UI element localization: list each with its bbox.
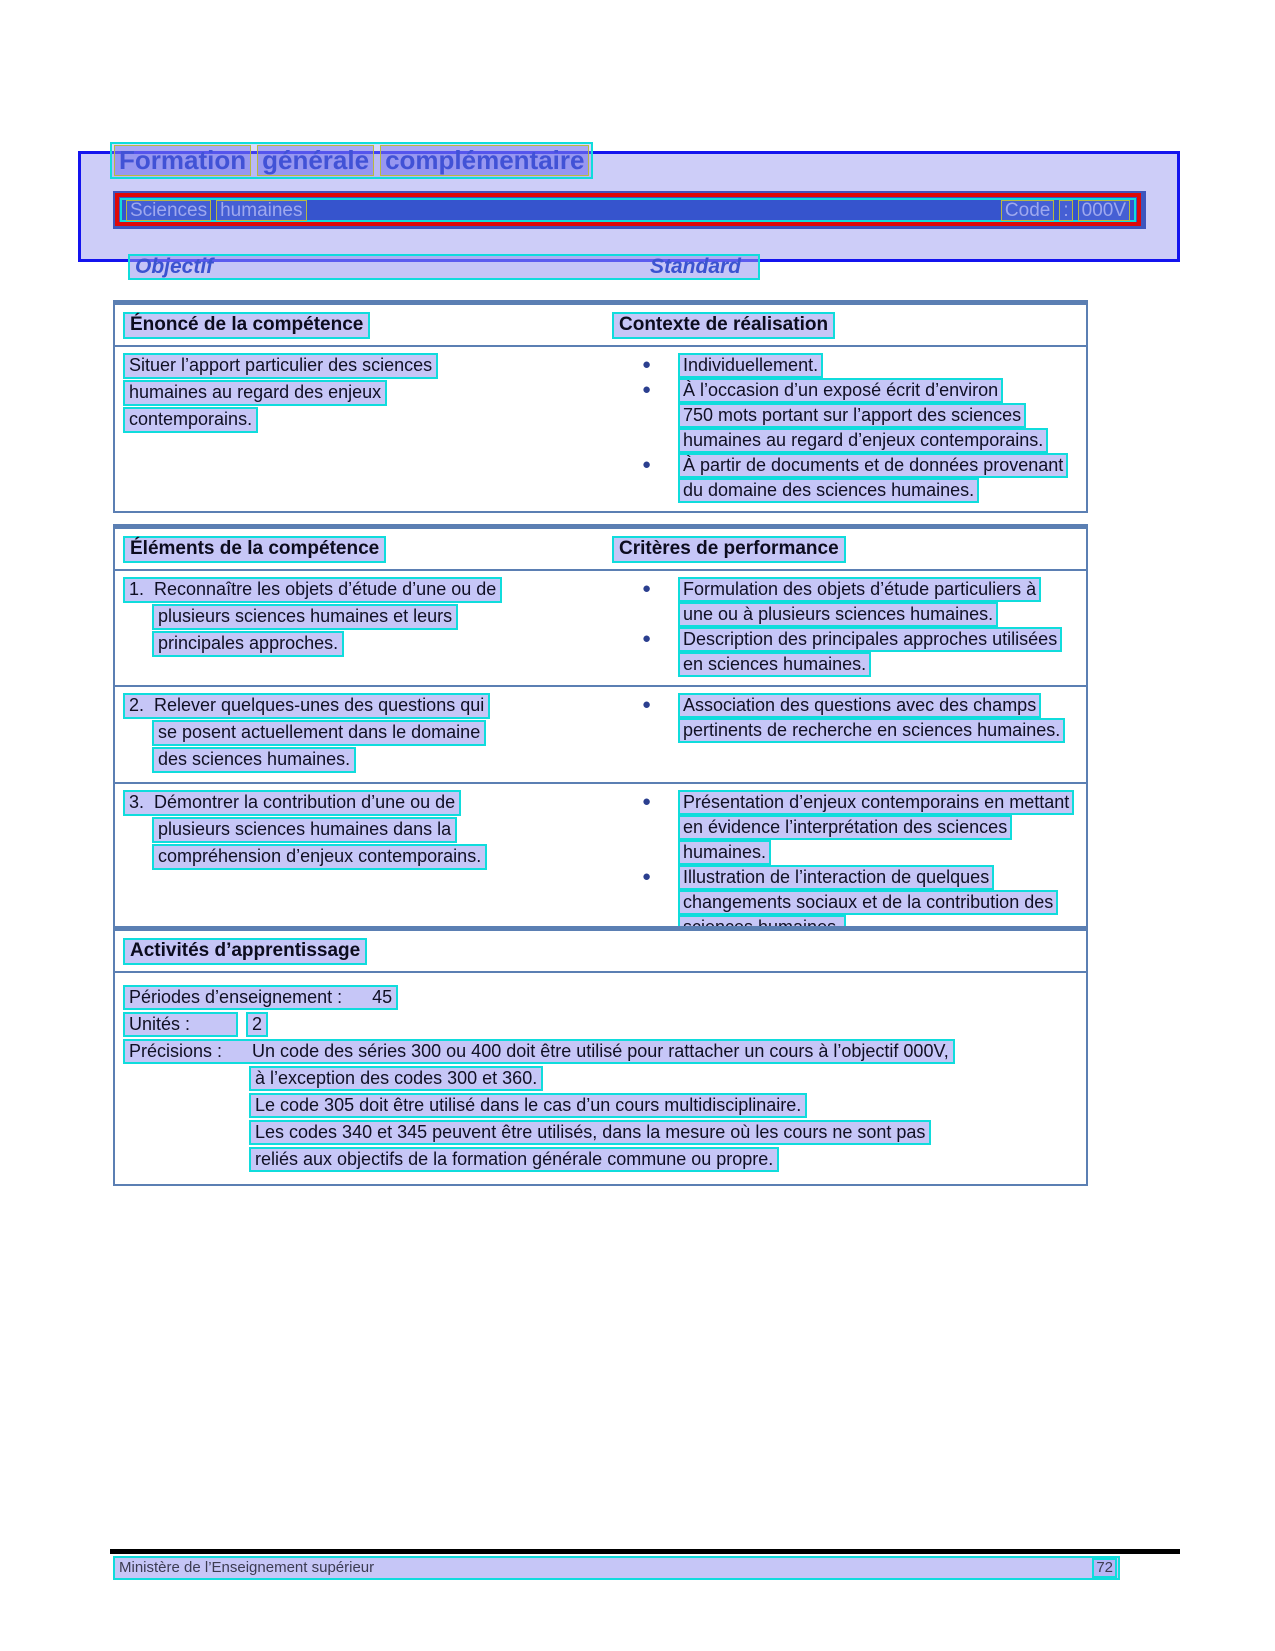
criteres-cell — [612, 790, 1086, 940]
list-item — [612, 693, 1086, 743]
page-footer — [113, 1556, 1120, 1580]
text-line: Présentation d’enjeux contemporains en mettant — [678, 790, 1074, 815]
precisions-label: Précisions : — [129, 1041, 223, 1061]
footer-rule — [110, 1549, 1180, 1554]
periodes-value: 45 — [372, 987, 393, 1007]
text-line: À l’occasion d’un exposé écrit d’environ — [678, 378, 1003, 403]
table2-header-row — [115, 529, 1086, 571]
criteres-cell — [612, 577, 1086, 677]
bar-word: : — [1059, 200, 1072, 221]
discipline-name — [126, 200, 307, 221]
text-line: humaines au regard des enjeux — [123, 380, 387, 406]
text-line: en sciences humaines. — [678, 652, 871, 677]
text-line: pertinents de recherche en sciences humaines. — [678, 718, 1065, 743]
column-header: Énoncé de la compétence — [123, 312, 370, 339]
text-line: contemporains. — [123, 407, 258, 433]
bullet-icon: ● — [642, 356, 652, 373]
precisions-text: Les codes 340 et 345 peuvent être utilisés, dans la mesure où les cours ne sont pas — [249, 1120, 931, 1145]
element-cell — [115, 693, 612, 774]
bullet-icon: ● — [642, 381, 652, 398]
list-item — [612, 790, 1086, 865]
list-item — [612, 353, 1086, 378]
bullet-icon: ● — [642, 630, 652, 647]
text-line: 3. Démontrer la contribution d’une ou de — [123, 790, 461, 816]
table-enonce-contexte — [113, 300, 1088, 513]
column-header: Éléments de la compétence — [123, 536, 386, 563]
text-line: se posent actuellement dans le domaine — [152, 720, 486, 746]
text-line: plusieurs sciences humaines dans la — [152, 817, 457, 843]
bar-word: humaines — [216, 200, 306, 221]
text-line: Situer l’apport particulier des sciences — [123, 353, 438, 379]
precisions-text: Un code des séries 300 ou 400 doit être utilisé pour rattacher un cours à l’objectif 000V, — [252, 1041, 949, 1061]
text-line: humaines au regard d’enjeux contemporains. — [678, 428, 1048, 453]
table3-header-row — [115, 931, 1086, 973]
bar-word: Sciences — [126, 200, 211, 221]
text-line: en évidence l’interprétation des sciences — [678, 815, 1012, 840]
text-line: compréhension d’enjeux contemporains. — [152, 844, 487, 870]
table-row — [115, 784, 1086, 948]
table-row — [115, 347, 1086, 511]
table-row — [115, 687, 1086, 784]
text-line: changements sociaux et de la contribution des — [678, 890, 1058, 915]
bar-word: 000V — [1078, 200, 1130, 221]
precisions-text: Le code 305 doit être utilisé dans le cas d’un cours multidisciplinaire. — [249, 1093, 807, 1118]
text-line: humaines. — [678, 840, 771, 865]
table-row — [115, 571, 1086, 687]
bullet-icon: ● — [642, 793, 652, 810]
column-header: Critères de performance — [612, 536, 846, 563]
periodes-label: Périodes d’enseignement : — [129, 987, 343, 1007]
unites-label: Unités : — [123, 1012, 238, 1037]
list-item — [612, 378, 1086, 453]
criteres-cell — [612, 693, 1086, 774]
standard-heading: Standard — [650, 255, 742, 278]
bullet-icon: ● — [642, 580, 652, 597]
unites-value: 2 — [246, 1012, 268, 1037]
title-word: complémentaire — [380, 145, 589, 176]
text-line: 750 mots portant sur l’apport des sciences — [678, 403, 1026, 428]
text-line: À partir de documents et de données provenant — [678, 453, 1068, 478]
text-line: Individuellement. — [678, 353, 823, 378]
section-header: Activités d’apprentissage — [123, 938, 367, 965]
precisions-text: reliés aux objectifs de la formation générale commune ou propre. — [249, 1147, 779, 1172]
objectif-heading: Objectif — [135, 255, 214, 278]
text-line: 2. Relever quelques-unes des questions qui — [123, 693, 490, 719]
periodes-row — [123, 985, 1086, 1010]
column-header: Contexte de réalisation — [612, 312, 835, 339]
text-line: Formulation des objets d’étude particuliers à — [678, 577, 1041, 602]
precisions-text: à l’exception des codes 300 et 360. — [249, 1066, 543, 1091]
list-item — [612, 453, 1086, 503]
objectif-standard-row — [128, 254, 760, 280]
unites-row — [123, 1012, 1086, 1037]
bullet-icon: ● — [642, 696, 652, 713]
precisions-row — [123, 1039, 1086, 1064]
activites-body — [115, 973, 1086, 1184]
text-line: Illustration de l’interaction de quelques — [678, 865, 994, 890]
title-word: générale — [257, 145, 374, 176]
code-bar-line — [120, 198, 1136, 222]
text-line: plusieurs sciences humaines et leurs — [152, 604, 458, 630]
contexte-cell — [612, 353, 1086, 503]
table1-header-row — [115, 305, 1086, 347]
page-title — [110, 142, 593, 179]
element-cell — [115, 577, 612, 677]
text-line: une ou à plusieurs sciences humaines. — [678, 602, 998, 627]
discipline-code-bar — [113, 191, 1146, 229]
discipline-code — [1001, 200, 1130, 221]
text-line: Description des principales approches utilisées — [678, 627, 1062, 652]
text-line: des sciences humaines. — [152, 747, 356, 773]
title-word: Formation — [114, 145, 251, 176]
table-elements-criteres — [113, 524, 1088, 950]
enonce-cell — [115, 353, 612, 503]
text-line: 1. Reconnaître les objets d’étude d’une ou de — [123, 577, 502, 603]
list-item — [612, 627, 1086, 677]
text-line: Association des questions avec des champs — [678, 693, 1041, 718]
footer-ministry-text: Ministère de l’Enseignement supérieur — [119, 1559, 375, 1576]
page-number: 72 — [1092, 1558, 1117, 1578]
text-line: principales approches. — [152, 631, 344, 657]
text-line: du domaine des sciences humaines. — [678, 478, 979, 503]
bar-word: Code — [1001, 200, 1054, 221]
bullet-icon: ● — [642, 456, 652, 473]
table-activites — [113, 926, 1088, 1186]
bullet-icon: ● — [642, 868, 652, 885]
list-item — [612, 577, 1086, 627]
element-cell — [115, 790, 612, 940]
